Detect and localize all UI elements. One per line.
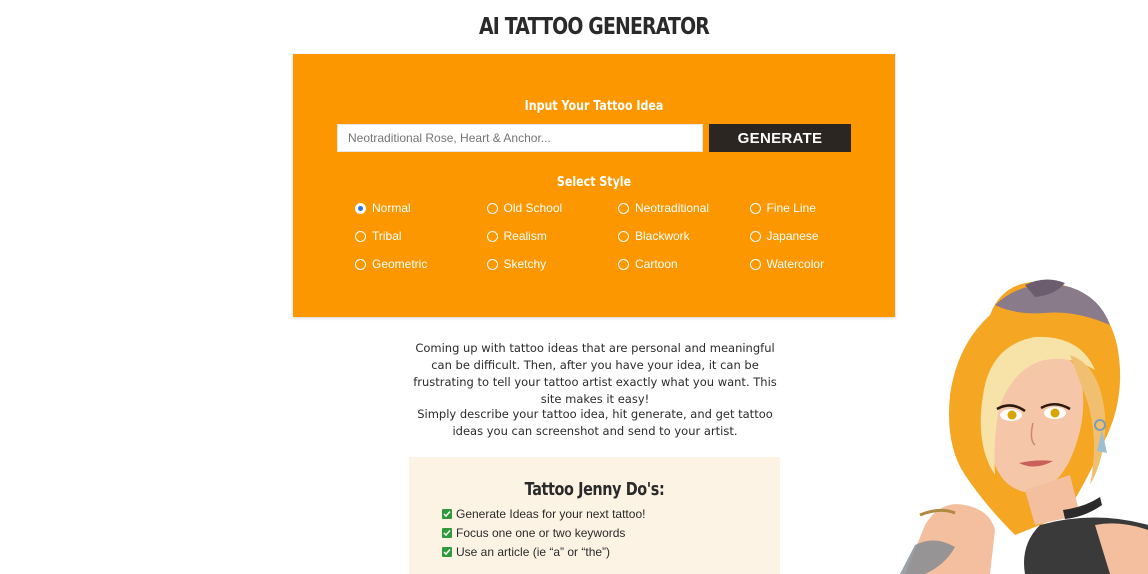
style-option-fine-line[interactable] [750, 200, 882, 216]
radio-button[interactable] [355, 231, 366, 242]
radio-button[interactable] [750, 231, 761, 242]
style-option-label: Watercolor [766, 257, 825, 271]
intro-paragraph: Coming up with tattoo ideas that are personal and meaningful can be difficult. Then, after you have your idea, it can be frustrating to tell your tattoo artist exactly what you want. This site makes it easy! [413, 341, 777, 406]
style-option-label: Blackwork [635, 229, 690, 243]
instructions-paragraph: Simply describe your tattoo idea, hit generate, and get tattoo ideas you can screenshot and send to your artist. [417, 407, 773, 438]
page-title: AI TATTOO GENERATOR [478, 14, 710, 40]
style-option-label: Cartoon [635, 257, 678, 271]
style-option-label: Geometric [372, 257, 428, 271]
radio-button[interactable] [487, 259, 498, 270]
style-option-geometric[interactable] [355, 256, 487, 272]
radio-button[interactable] [618, 203, 629, 214]
radio-button[interactable] [618, 231, 629, 242]
tattoo-jenny-illustration [895, 275, 1148, 574]
style-option-label: Normal [372, 201, 411, 215]
style-option-label: Old School [503, 201, 563, 215]
check-square-icon [442, 509, 452, 519]
radio-button[interactable] [487, 203, 498, 214]
style-options [355, 200, 879, 284]
check-square-icon [442, 528, 452, 538]
style-option-neotraditional[interactable] [618, 200, 750, 216]
radio-button[interactable] [750, 259, 761, 270]
style-option-watercolor[interactable] [750, 256, 882, 272]
style-label: Select Style [556, 175, 632, 190]
radio-button[interactable] [355, 259, 366, 270]
style-option-label: Neotraditional [635, 201, 710, 215]
generate-button[interactable]: GENERATE [709, 124, 851, 152]
style-option-cartoon[interactable] [618, 256, 750, 272]
radio-button[interactable] [355, 203, 366, 214]
tattoo-idea-input[interactable] [337, 124, 703, 152]
dos-list [442, 504, 645, 561]
style-option-old-school[interactable] [487, 200, 619, 216]
generator-panel [293, 54, 895, 317]
style-option-label: Sketchy [503, 257, 547, 271]
dos-box [409, 457, 780, 574]
style-option-label: Japanese [766, 229, 819, 243]
style-option-label: Fine Line [766, 201, 816, 215]
style-option-tribal[interactable] [355, 228, 487, 244]
style-option-normal[interactable] [355, 200, 487, 216]
dos-item-text: Use an article (ie “a” or “the”) [456, 544, 611, 559]
dos-list-item [442, 542, 645, 561]
dos-list-item [442, 504, 645, 523]
dos-list-item [442, 523, 645, 542]
check-square-icon [442, 547, 452, 557]
style-option-blackwork[interactable] [618, 228, 750, 244]
radio-button[interactable] [750, 203, 761, 214]
style-option-label: Realism [503, 229, 547, 243]
style-option-sketchy[interactable] [487, 256, 619, 272]
radio-button[interactable] [487, 231, 498, 242]
style-option-label: Tribal [372, 229, 402, 243]
idea-label: Input Your Tattoo Idea [524, 99, 664, 114]
style-option-realism[interactable] [487, 228, 619, 244]
dos-item-text: Generate Ideas for your next tattoo! [456, 506, 646, 521]
style-option-japanese[interactable] [750, 228, 882, 244]
dos-item-text: Focus one one or two keywords [456, 525, 626, 540]
dos-title: Tattoo Jenny Do's: [524, 479, 665, 500]
radio-button[interactable] [618, 259, 629, 270]
